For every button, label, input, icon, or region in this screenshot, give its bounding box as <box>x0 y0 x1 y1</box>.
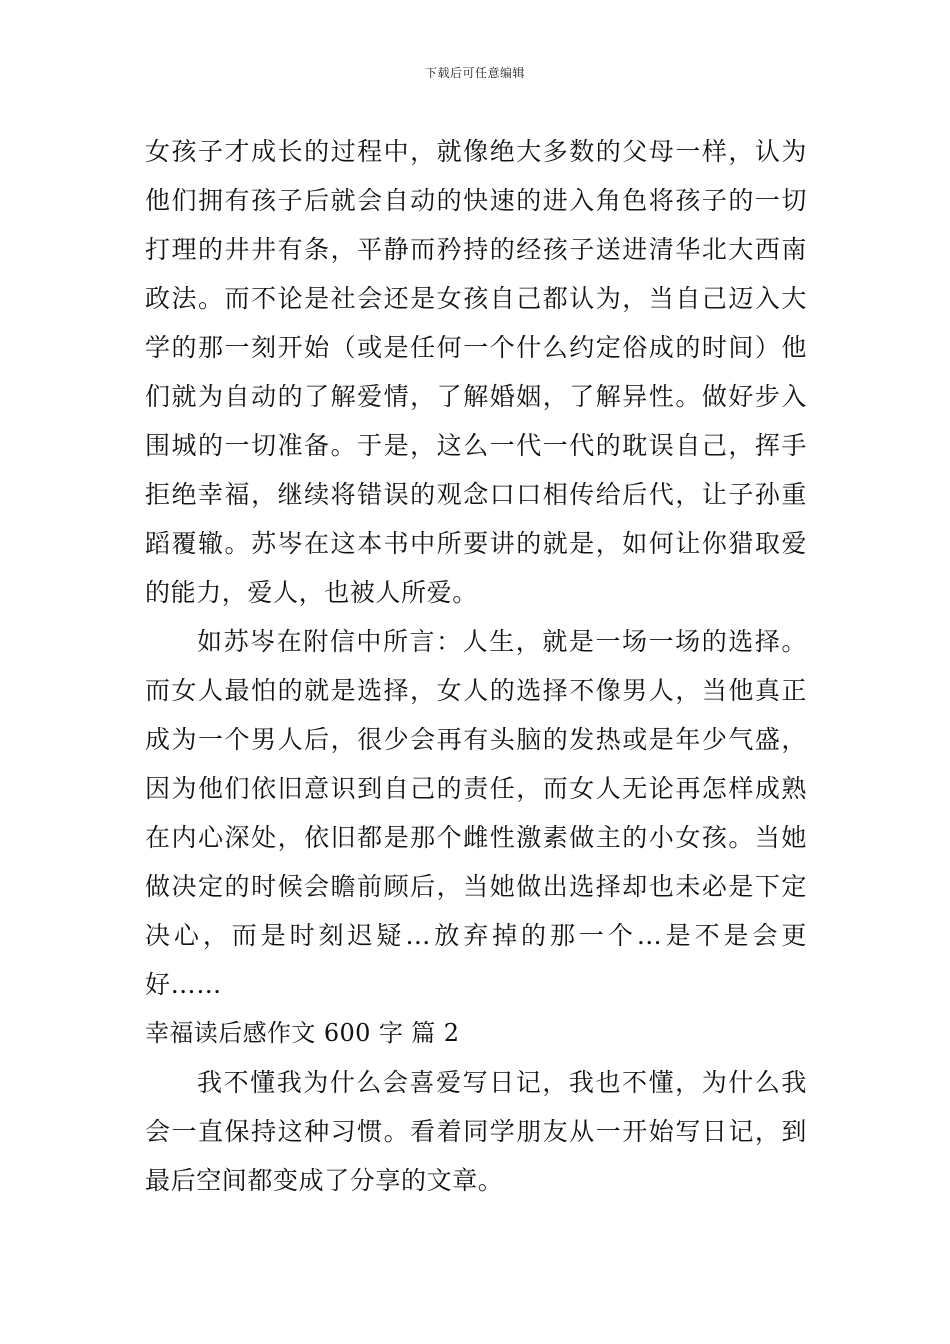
paragraph-3: 我不懂我为什么会喜爱写日记，我也不懂，为什么我会一直保持这种习惯。看着同学朋友从一开始写日记，到最后空间都变成了分享的文章。 <box>145 1068 807 1195</box>
section-title: 幸福读后感作文 600 字 篇 2 <box>145 1019 460 1047</box>
page-header-note: 下载后可任意编辑 <box>424 66 525 80</box>
paragraph-1: 女孩子才成长的过程中，就像绝大多数的父母一样，认为他们拥有孩子后就会自动的快速的进入角色将孩子的一切打理的井井有条，平静而矜持的经孩子送进清华北大西南政法。而不论是社会还是女孩自己都认为，当自己迈入大学的那一刻开始（或是任何一个什么约定俗成的时间）他们就为自动的了解爱情，了解婚姻，了解异性。做好步入围城的一切准备。于是，这么一代一代的耽误自己，挥手拒绝幸福，继续将错误的观念口口相传给后代，让子孙重蹈覆辙。苏岑在这本书中所要讲的就是，如何让你猎取爱的能力，爱人，也被人所爱。 <box>145 137 807 607</box>
paragraph-2: 如苏岑在附信中所言：人生，就是一场一场的选择。而女人最怕的就是选择，女人的选择不像男人，当他真正成为一个男人后，很少会再有头脑的发热或是年少气盛，因为他们依旧意识到自己的责任，而女人无论再怎样成熟在内心深处，依旧都是那个雌性激素做主的小女孩。当她做决定的时候会瞻前顾后，当她做出选择却也未必是下定决心，而是时刻迟疑…放弃掉的那一个…是不是会更好…… <box>145 627 807 999</box>
document-body <box>145 127 807 1205</box>
